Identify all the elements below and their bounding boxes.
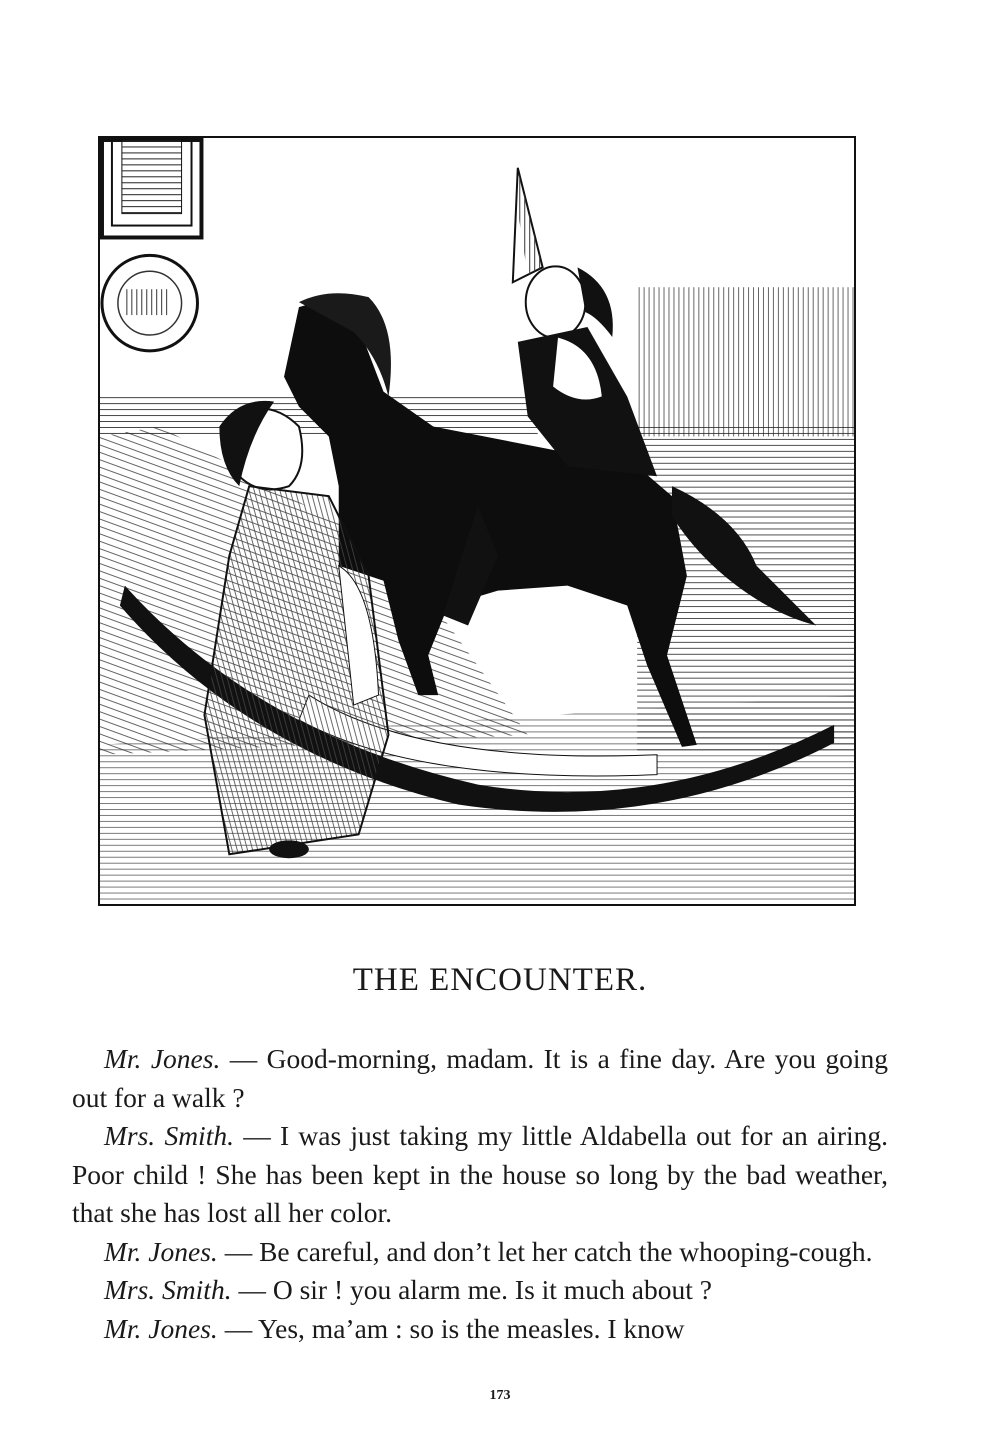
speaker-name: Mr. Jones. <box>104 1312 218 1344</box>
line-text: Good-morning, madam. It is a fine day. Are you going out for a walk ? <box>72 1043 889 1113</box>
line-text: Yes, ma’am : so is the measles. I know <box>258 1312 685 1344</box>
wall-plate <box>102 255 197 351</box>
picture-frame <box>102 140 201 237</box>
illustration-rocking-horse <box>98 136 856 906</box>
engraving <box>100 138 854 904</box>
line-text: Be careful, and don’t let her catch the whooping-cough. <box>259 1235 873 1267</box>
dialogue-line: Mrs. Smith. — O sir ! you alarm me. Is it much about ? <box>104 1274 712 1305</box>
speaker-name: Mrs. Smith. <box>104 1120 234 1151</box>
dialogue-line: Mr. Jones. — Yes, ma’am : so is the measles. I know <box>104 1312 685 1344</box>
dialogue-line: Mr. Jones. — Be careful, and don’t let her catch the whooping-cough. <box>104 1235 873 1267</box>
speaker-name: Mrs. Smith. <box>104 1274 232 1305</box>
dialogue-text <box>72 1040 888 1348</box>
page-title: THE ENCOUNTER. <box>352 962 648 998</box>
page-number: 173 <box>489 1388 511 1403</box>
speaker-name: Mr. Jones. <box>104 1235 218 1267</box>
speaker-name: Mr. Jones. <box>104 1043 221 1074</box>
line-text: O sir ! you alarm me. Is it much about ? <box>272 1274 712 1305</box>
dialogue-line: Mr. Jones. — Good-morning, madam. It is a fine day. Are you going out for a walk ? <box>72 1043 889 1113</box>
dialogue-line: Mrs. Smith. — I was just taking my little Aldabella out for an airing. Poor child ! She has been kept in the house so long by the bad weather, that she has lost all her color. <box>72 1120 889 1228</box>
line-text: I was just taking my little Aldabella out for an airing. Poor child ! She has been kept in the house so long by the bad weather, that she has lost all her color. <box>72 1120 889 1228</box>
